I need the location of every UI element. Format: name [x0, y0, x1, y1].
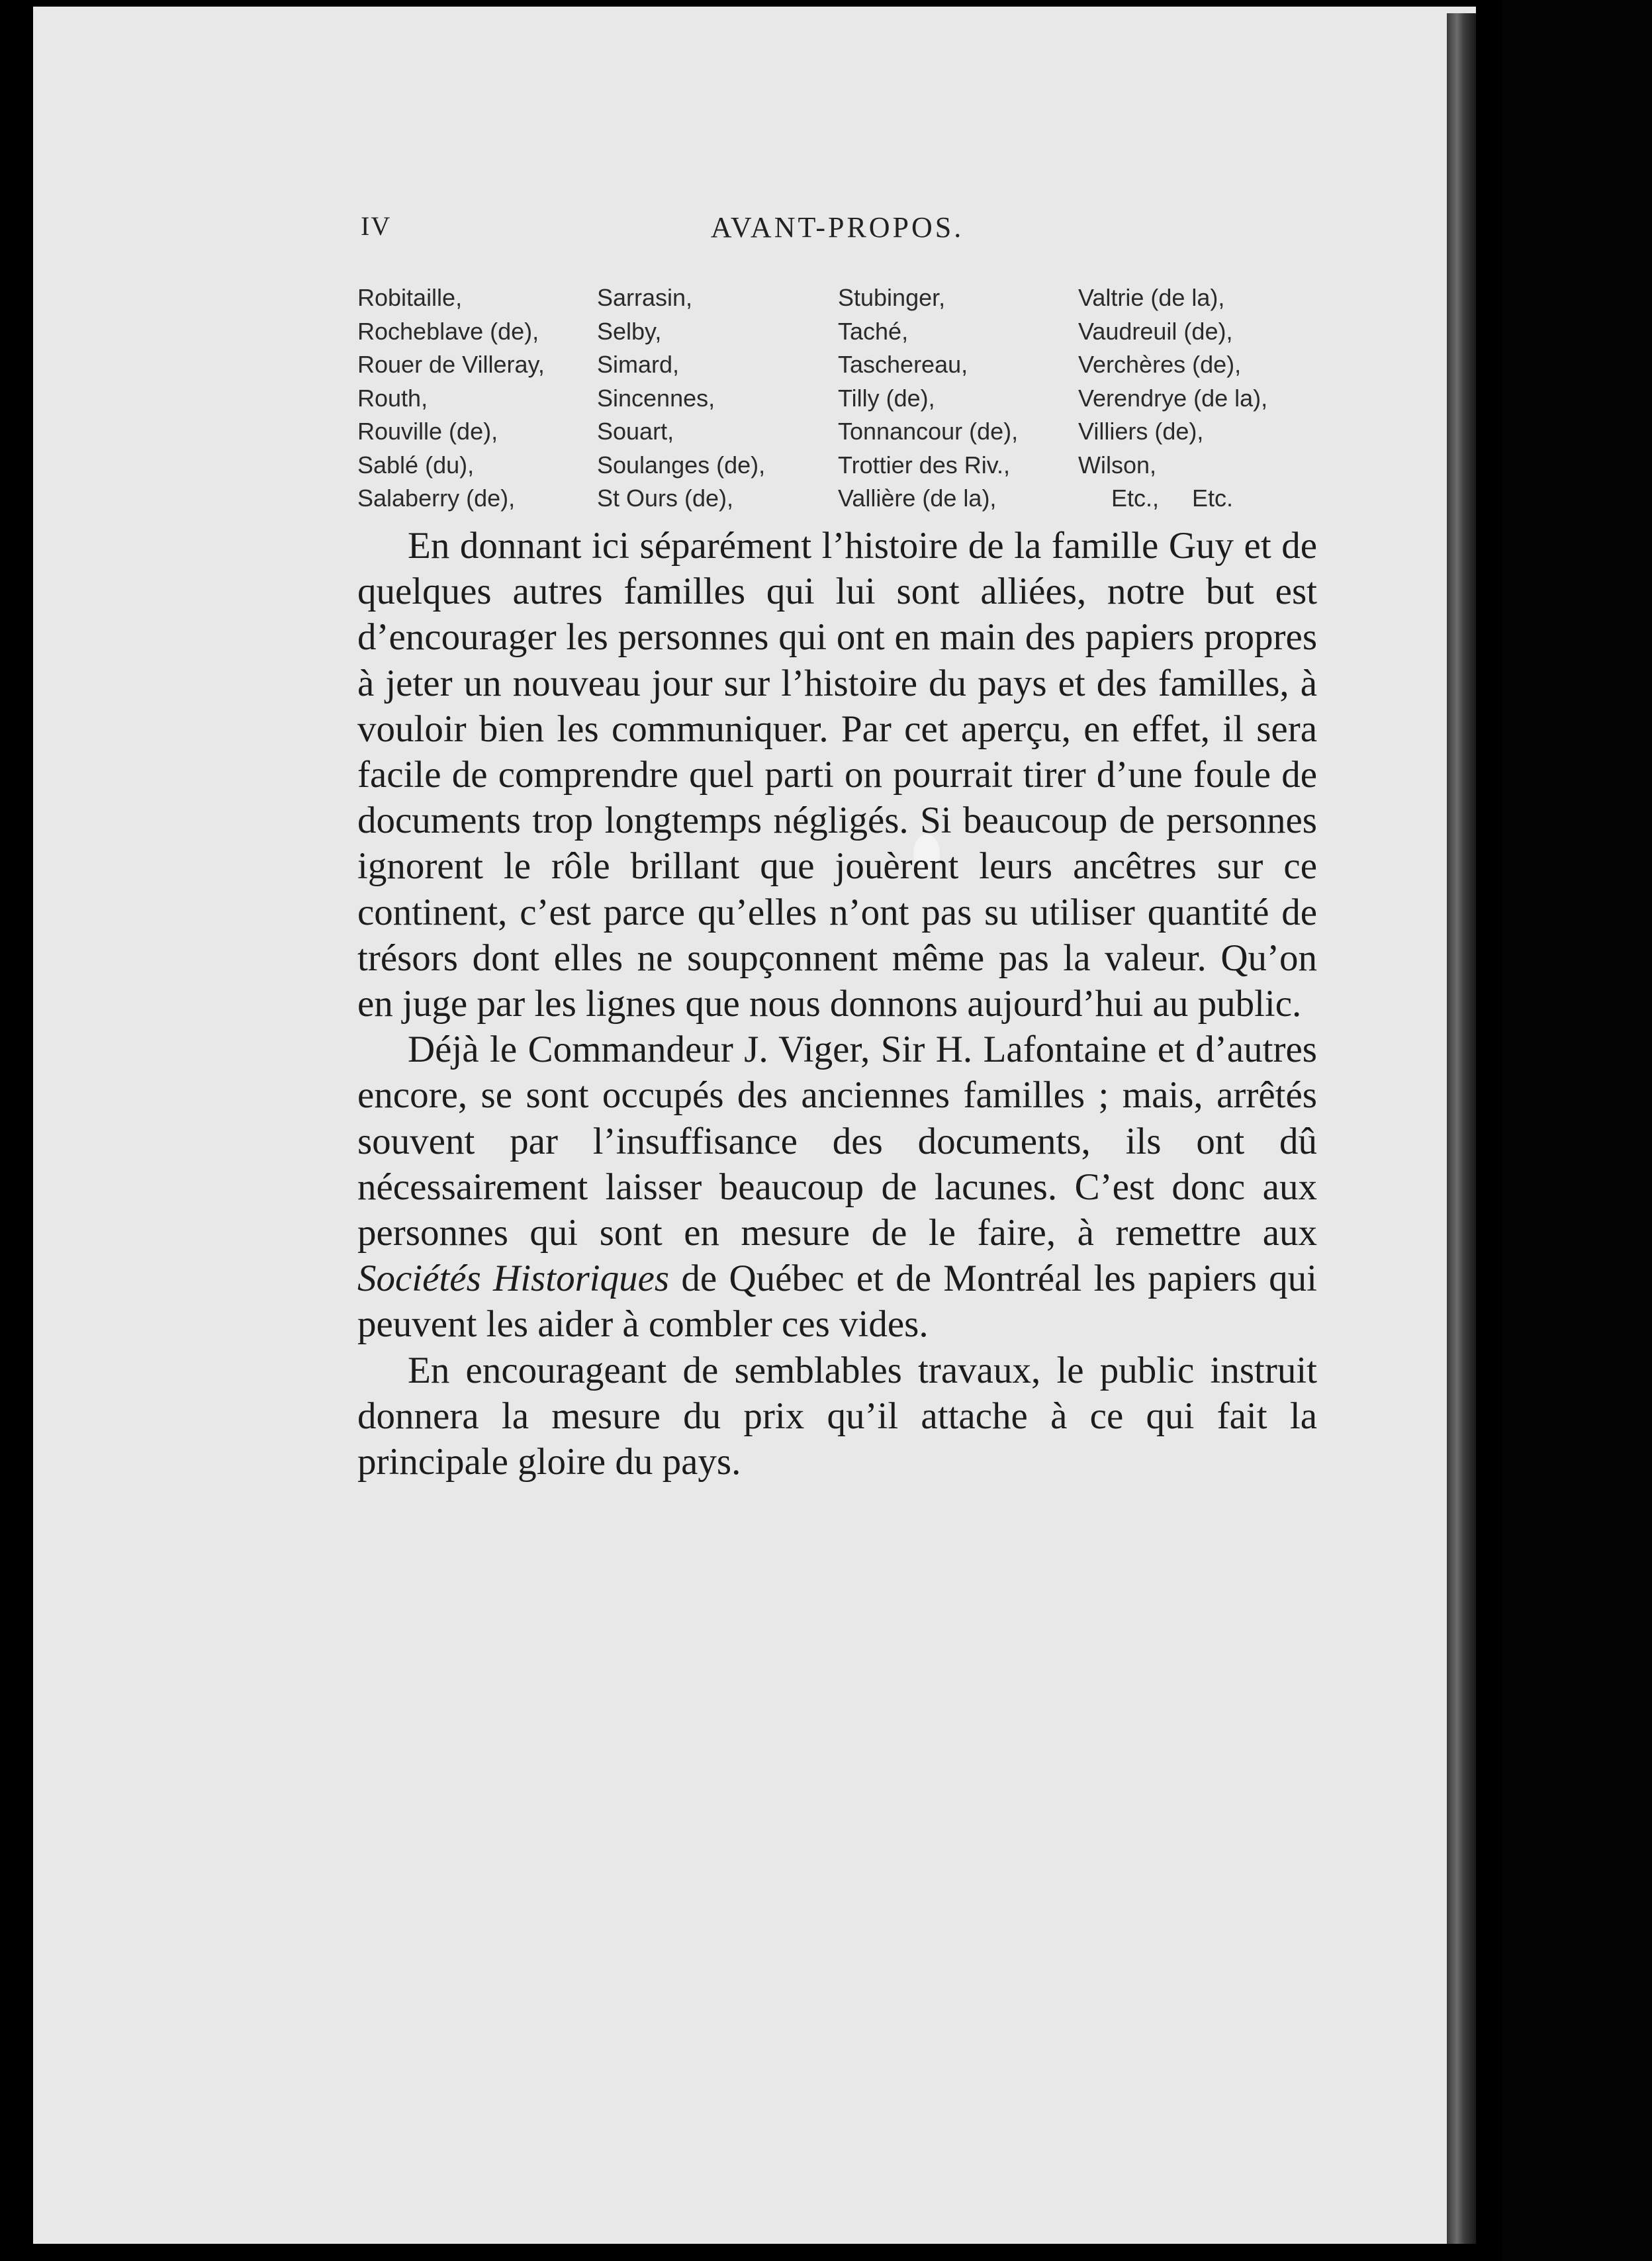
surname-entry: Sablé (du), — [357, 451, 475, 479]
paragraph-2-text: Déjà le Commandeur J. Viger, Sir H. Lafontaine et d’autres encore, se sont occupés des anciennes familles ; mais, arrêtés souvent par l’insuffisance des documents, ils ont dû nécessairement laisser beaucoup de lacunes. C’est donc aux personnes qui sont en mesure de le faire, à remettre — [357, 1029, 1317, 1254]
paragraph-2-lead: aux — [1262, 1212, 1318, 1254]
surname-entry: Salaberry (de), — [357, 484, 516, 512]
surname-entry: Trottier des Riv., — [838, 451, 1011, 479]
running-title: AVANT-PROPOS. — [710, 211, 964, 244]
surname-entry: Verendrye (de la), — [1078, 384, 1268, 412]
surname-entry: Valtrie (de la), — [1078, 284, 1225, 311]
surname-entry: Stubinger, — [838, 284, 946, 311]
body-text — [357, 523, 1317, 1485]
surname-entry: Taschereau, — [838, 351, 968, 378]
page-number: IV — [361, 211, 392, 241]
surname-entry: Tonnancour (de), — [838, 418, 1019, 445]
surname-entry: Etc., — [1111, 484, 1160, 512]
surname-entry: Robitaille, — [357, 284, 463, 311]
page-header — [361, 210, 1314, 250]
surname-column-3 — [838, 281, 1078, 516]
surname-entry: Selby, — [597, 317, 662, 345]
surname-entry: Soulanges (de), — [597, 451, 766, 479]
surname-column-2 — [597, 281, 838, 516]
surname-column-4 — [1078, 281, 1324, 516]
surname-entry: Wilson, — [1078, 451, 1157, 479]
surname-column-1 — [357, 281, 597, 516]
surname-entry: Rouer de Villeray, — [357, 351, 545, 378]
surname-entry: Vaudreuil (de), — [1078, 317, 1233, 345]
surname-entry: Rocheblave (de), — [357, 317, 539, 345]
surname-entry-etc — [1078, 482, 1324, 516]
paragraph-3: En encourageant de semblables travaux, le public instruit donnera la mesure du prix qu’il attache à ce qui fait la principale gloire du pays. — [357, 1349, 1317, 1483]
paragraph-2 — [357, 1027, 1317, 1347]
surname-entry: Routh, — [357, 384, 428, 412]
paragraph-2-tail: de Québec et de Montréal les papiers qui peuvent les aider à combler ces vides. — [357, 1258, 1318, 1346]
surname-entry: Sincennes, — [597, 384, 715, 412]
surname-entry: Vallière (de la), — [838, 484, 997, 512]
surname-entry: St Ours (de), — [597, 484, 734, 512]
surname-list — [357, 281, 1324, 516]
surname-entry: Rouville (de), — [357, 418, 498, 445]
surname-entry-etc-extra: Etc. — [1192, 484, 1234, 512]
film-border — [1502, 0, 1652, 2261]
surname-entry: Verchères (de), — [1078, 351, 1242, 378]
surname-entry: Taché, — [838, 317, 909, 345]
surname-entry: Tilly (de), — [838, 384, 935, 412]
surname-entry: Simard, — [597, 351, 680, 378]
surname-entry: Souart, — [597, 418, 674, 445]
societes-historiques: Sociétés Historiques — [357, 1258, 670, 1300]
book-spine — [1447, 13, 1476, 2244]
surname-entry: Sarrasin, — [597, 284, 693, 311]
surname-entry: Villiers (de), — [1078, 418, 1204, 445]
paragraph-1: En donnant ici séparément l’histoire de la famille Guy et de quelques autres familles qui lui sont alliées, notre but est d’encourager les personnes qui ont en main des papiers propres à jeter un nouveau jour sur l’histoire du pays et des familles, à vouloir bien les communiquer. Par cet aperçu, en effet, il sera facile de comprendre quel parti on pourrait tirer d’une foule de documents trop longtemps négligés. Si beaucoup de personnes ignorent le rôle brillant que jouèrent leurs ancêtres sur ce continent, c’est parce qu’elles n’ont pas su utiliser quantité de trésors dont elles ne soupçonnent même pas la valeur. Qu’on en juge par les lignes que nous donnons aujourd’hui au public. — [357, 525, 1317, 1025]
